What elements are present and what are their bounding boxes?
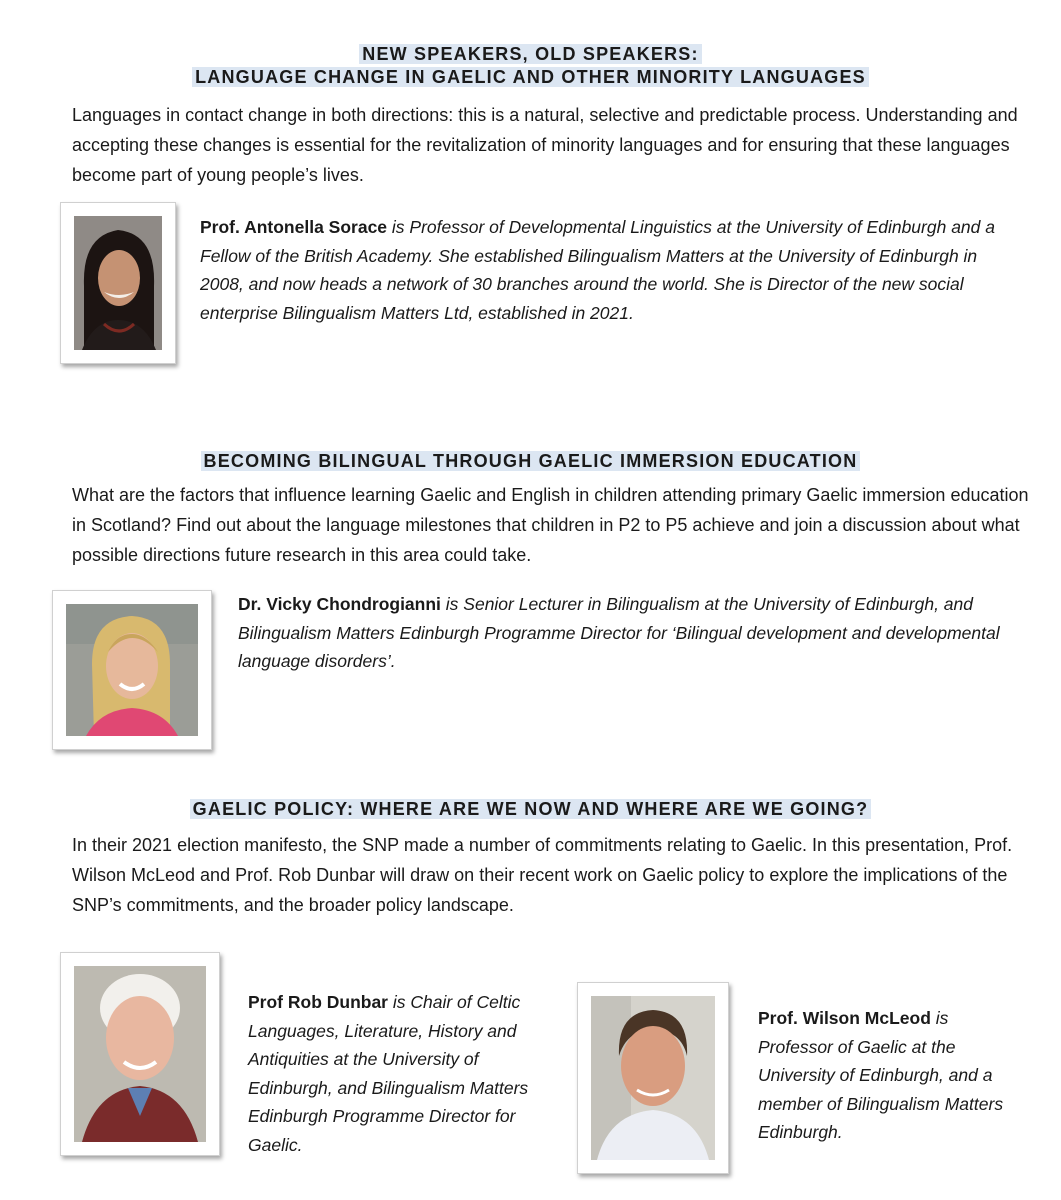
speaker-bio-antonella-sorace	[200, 213, 1010, 327]
speaker-bio-text: is Professor of Gaelic at the University of Edinburgh, and a member of Bilingualism Matters Edinburgh.	[758, 1008, 1004, 1142]
speaker-bio-wilson-mcleod	[758, 1004, 1008, 1147]
speaker-photo-frame	[577, 982, 729, 1174]
section-1-title	[0, 43, 1061, 89]
speaker-bio-text: is Professor of Developmental Linguistics at the University of Edinburgh and a Fellow of the British Academy. She established Bilingualism Matters at the University of Edinburgh in 2008, and now heads a network of 30 branches around the world. She is Director of the new social enterprise Bilingualism Matters Ltd, established in 2021.	[200, 217, 995, 323]
speaker-bio-rob-dunbar	[248, 988, 538, 1159]
photo-wilson-mcleod	[591, 996, 715, 1160]
section-3-description: In their 2021 election manifesto, the SNP made a number of commitments relating to Gaelic. In this presentation, Prof. Wilson McLeod and Prof. Rob Dunbar will draw on their recent work on Gaelic policy to explore the implications of the SNP’s commitments, and the broader policy landscape.	[72, 835, 1013, 915]
speaker-bio-text: is Senior Lecturer in Bilingualism at the University of Edinburgh, and Bilingualism Matters Edinburgh Programme Director for ‘Bilingual development and developmental language disorders’.	[238, 594, 1000, 671]
photo-vicky-chondrogianni	[66, 604, 198, 736]
speaker-photo-frame	[60, 202, 176, 364]
photo-rob-dunbar	[74, 966, 206, 1142]
section-2-title: BECOMING BILINGUAL THROUGH GAELIC IMMERSION EDUCATION	[0, 450, 1061, 473]
speaker-name: Prof. Wilson McLeod	[758, 1008, 931, 1028]
photo-antonella-sorace	[74, 216, 162, 350]
section-1-title-line1: NEW SPEAKERS, OLD SPEAKERS:	[359, 44, 701, 64]
speaker-name: Prof Rob Dunbar	[248, 992, 388, 1012]
speaker-name: Prof. Antonella Sorace	[200, 217, 388, 237]
speaker-bio-vicky-chondrogianni	[238, 590, 1028, 676]
speaker-photo-frame	[52, 590, 212, 750]
section-2-description: What are the factors that influence learning Gaelic and English in children attending primary Gaelic immersion education in Scotland? Find out about the language milestones that children in P2 to P5 achieve and join a discussion about what possible directions future research in this area could take.	[72, 485, 1029, 565]
section-1-title-line2: LANGUAGE CHANGE IN GAELIC AND OTHER MINORITY LANGUAGES	[192, 67, 869, 87]
section-1-description: Languages in contact change in both directions: this is a natural, selective and predictable process. Understanding and accepting these changes is essential for the revitalization of minority languages and for ensuring that these languages become part of young people’s lives.	[72, 105, 1018, 185]
speaker-photo-frame	[60, 952, 220, 1156]
section-3-title: GAELIC POLICY: WHERE ARE WE NOW AND WHERE ARE WE GOING?	[0, 798, 1061, 821]
speaker-name: Dr. Vicky Chondrogianni	[238, 594, 441, 614]
speaker-bio-text: is Chair of Celtic Languages, Literature, History and Antiquities at the University of Edinburgh, and Bilingualism Matters Edinburgh Programme Director for Gaelic.	[248, 992, 529, 1155]
